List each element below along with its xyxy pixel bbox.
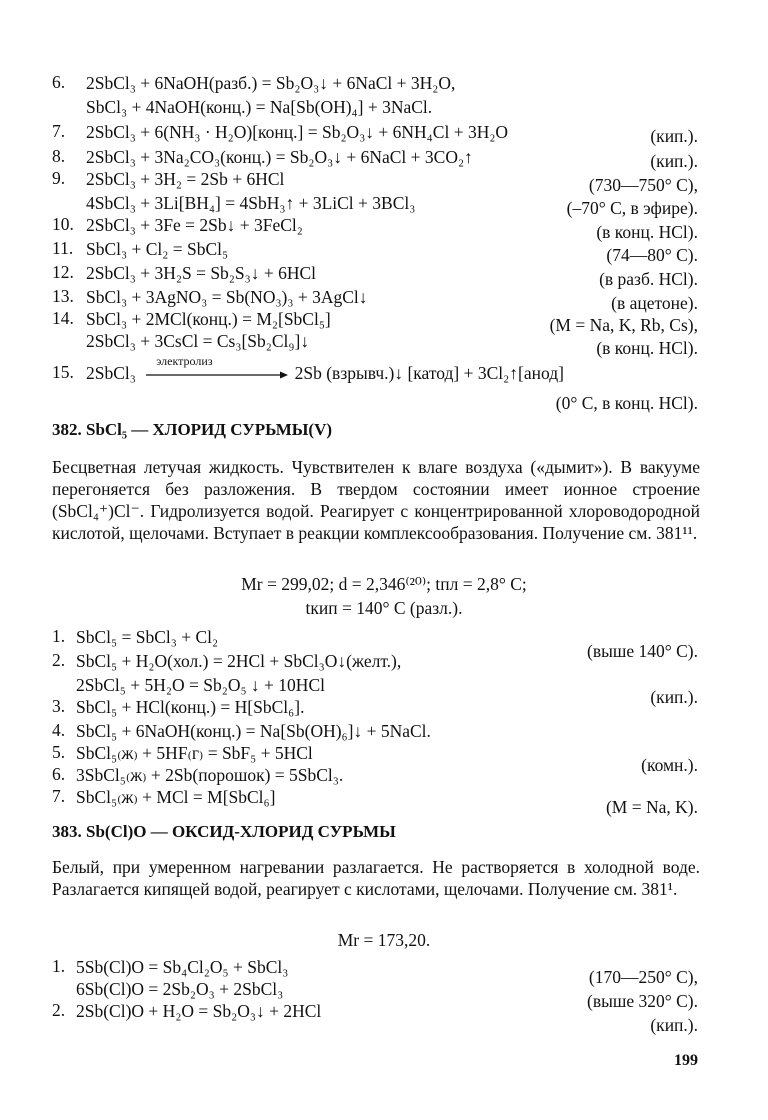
reaction-equation: 2SbCl₃ + 3Fe = 2Sb↓ + 3FeCl₂ xyxy=(86,215,303,235)
reaction-number: 12. xyxy=(52,262,74,282)
reaction-equation: SbCl₅ + 6NaOH(конц.) = Na[Sb(OH)₆]↓ + 5NaCl. xyxy=(76,721,431,741)
physical-properties: Mr = 173,20. xyxy=(337,930,431,950)
reaction-number: 13. xyxy=(52,286,74,306)
reaction-equation xyxy=(86,353,564,386)
reaction-equation: SbCl₅ + H₂O(хол.) = 2HCl + SbCl₃O↓(желт.), xyxy=(76,651,402,671)
reaction-equation: SbCl₅₍ж₎ + 5HF₍г₎ = SbF₅ + 5HCl xyxy=(76,743,313,763)
reaction-condition: (в конц. HCl). xyxy=(596,222,698,242)
reaction-number: 8. xyxy=(52,146,66,166)
reaction-condition: (74—80° C). xyxy=(606,245,698,265)
reaction-number: 15. xyxy=(52,362,74,382)
reaction-condition: (выше 140° C). xyxy=(587,641,698,661)
reaction-equation: 3SbCl₅₍ж₎ + 2Sb(порошок) = 5SbCl₃. xyxy=(76,765,344,785)
reaction-equation: 2Sb(Cl)O + H₂O = Sb₂O₃↓ + 2HCl xyxy=(76,1001,322,1021)
reaction-condition: (M = Na, K). xyxy=(605,797,698,817)
section-heading: 383. Sb(Cl)O — ОКСИД-ХЛОРИД СУРЬМЫ xyxy=(52,822,396,841)
substance-description: Бесцветная летучая жидкость. Чувствителен к влаге воздуха («дымит»). В вакууме перегоняется без разложения. В твердом состоянии имеет ионное строение (SbCl₄⁺)Cl⁻. Гидролизуется водой. Реагирует с концентрированной хлороводородной кислотой, щелочами. Вступает в реакции комплексообразования. Получение см. 381¹¹. xyxy=(52,457,700,543)
reaction-equation: 4SbCl₃ + 3Li[BH₄] = 4SbH₃↑ + 3LiCl + 3BCl₃ xyxy=(86,193,416,213)
reaction-condition: (выше 320° C). xyxy=(587,991,698,1011)
physical-properties: Mr = 299,02; d = 2,346⁽²⁰⁾; tпл = 2,8° C; xyxy=(241,574,527,594)
reaction-products: 2Sb (взрывч.)↓ [катод] + 3Cl₂↑[анод] xyxy=(294,363,564,383)
reaction-equation: 2SbCl₅ + 5H₂O = Sb₂O₅ ↓ + 10HCl xyxy=(76,675,325,695)
reaction-condition: (0° C, в конц. HCl). xyxy=(555,393,698,413)
reaction-equation: 2SbCl₃ + 3H₂ = 2Sb + 6HCl xyxy=(86,169,285,189)
reaction-number: 9. xyxy=(52,168,66,188)
reaction-number: 2. xyxy=(52,650,66,670)
reaction-equation: SbCl₅ + HCl(конц.) = H[SbCl₆]. xyxy=(76,697,305,717)
reaction-condition: (–70° C, в эфире). xyxy=(566,198,698,218)
reaction-equation: 2SbCl₃ + 3H₂S = Sb₂S₃↓ + 6HCl xyxy=(86,263,317,283)
reaction-condition: (170—250° C), xyxy=(588,967,698,987)
reaction-number: 6. xyxy=(52,72,66,92)
reaction-equation: 2SbCl₃ + 3CsCl = Cs₃[Sb₂Cl₉]↓ xyxy=(86,331,310,351)
reaction-number: 7. xyxy=(52,121,66,141)
page-number: 199 xyxy=(674,1052,698,1069)
reaction-number: 6. xyxy=(52,764,66,784)
reaction-condition: (в конц. HCl). xyxy=(596,338,698,358)
arrow-label: электролиз xyxy=(156,353,213,368)
reaction-condition: (730—750° C), xyxy=(588,175,698,195)
reaction-number: 7. xyxy=(52,786,66,806)
reaction-condition: (кип.). xyxy=(650,151,698,171)
substance-description: Белый, при умеренном нагревании разлагается. Не растворяется в холодной воде. Разлагается кипящей водой, реагирует с кислотами, щелочами. Получение см. 381¹. xyxy=(52,857,700,899)
reaction-number: 4. xyxy=(52,720,66,740)
reaction-reactant: 2SbCl₃ xyxy=(86,363,136,383)
reaction-number: 10. xyxy=(52,214,74,234)
electrolysis-arrow xyxy=(140,353,290,386)
reaction-equation: SbCl₃ + 2MCl(конц.) = M₂[SbCl₅] xyxy=(86,309,331,329)
reaction-equation: SbCl₃ + 4NaOH(конц.) = Na[Sb(OH)₄] + 3NaCl. xyxy=(86,97,433,117)
physical-properties: tкип = 140° C (разл.). xyxy=(305,598,463,618)
reaction-condition: (M = Na, K, Rb, Cs), xyxy=(549,315,698,335)
reaction-equation: SbCl₃ + Cl₂ = SbCl₅ xyxy=(86,239,229,259)
reaction-condition: (в ацетоне). xyxy=(611,293,698,313)
reaction-equation: 6Sb(Cl)O = 2Sb₂O₃ + 2SbCl₃ xyxy=(76,979,284,999)
reaction-condition: (кип.). xyxy=(650,126,698,146)
reaction-number: 5. xyxy=(52,742,66,762)
right-arrow-icon xyxy=(140,370,290,380)
reaction-condition: (кип.). xyxy=(650,1015,698,1035)
reaction-number: 3. xyxy=(52,696,66,716)
reaction-condition: (комн.). xyxy=(641,755,698,775)
reaction-equation: 2SbCl₃ + 3Na₂CO₃(конц.) = Sb₂O₃↓ + 6NaCl + 3CO₂↑ xyxy=(86,147,473,167)
reaction-number: 1. xyxy=(52,626,66,646)
reaction-condition: (в разб. HCl). xyxy=(599,269,698,289)
reaction-equation: 2SbCl₃ + 6NaOH(разб.) = Sb₂O₃↓ + 6NaCl + 3H₂O, xyxy=(86,73,456,93)
reaction-number: 1. xyxy=(52,956,66,976)
reaction-condition: (кип.). xyxy=(650,687,698,707)
reaction-equation: SbCl₅₍ж₎ + MCl = M[SbCl₆] xyxy=(76,787,276,807)
section-heading: 382. SbCl₅ — ХЛОРИД СУРЬМЫ(V) xyxy=(52,420,333,439)
reaction-equation: 2SbCl₃ + 6(NH₃ · H₂O)[конц.] = Sb₂O₃↓ + 6NH₄Cl + 3H₂O xyxy=(86,122,509,142)
reaction-number: 2. xyxy=(52,1000,66,1020)
reaction-number: 14. xyxy=(52,308,74,328)
reaction-equation: SbCl₃ + 3AgNO₃ = Sb(NO₃)₃ + 3AgCl↓ xyxy=(86,287,368,307)
reaction-equation: SbCl₅ = SbCl₃ + Cl₂ xyxy=(76,627,219,647)
reaction-number: 11. xyxy=(52,238,74,258)
reaction-equation: 5Sb(Cl)O = Sb₄Cl₂O₅ + SbCl₃ xyxy=(76,957,289,977)
